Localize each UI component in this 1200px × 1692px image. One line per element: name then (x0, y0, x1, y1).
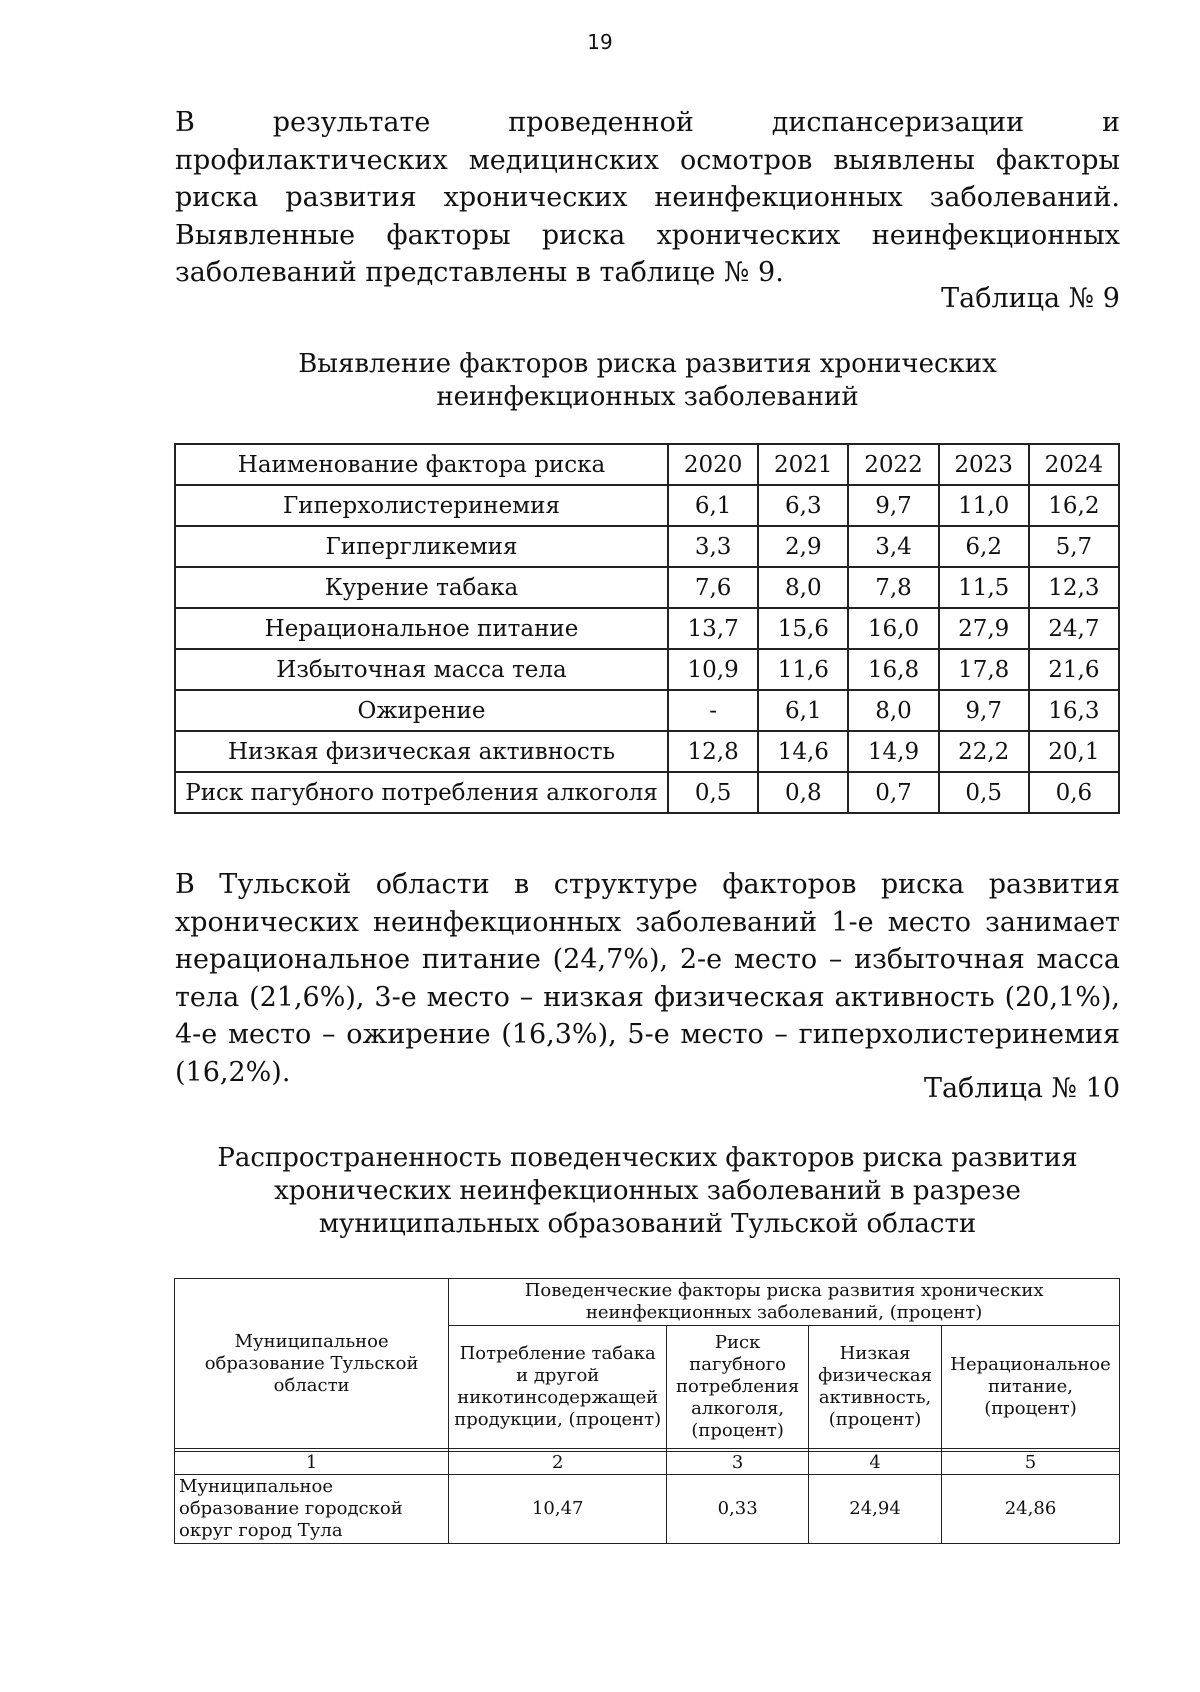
value-cell: 24,7 (1029, 608, 1119, 649)
factor-name: Низкая физическая активность (175, 731, 668, 772)
table-row (175, 649, 1119, 690)
risk-factors-table (174, 443, 1120, 814)
value-cell: 8,0 (758, 567, 848, 608)
value-cell: 9,7 (939, 690, 1029, 731)
table-row (175, 731, 1119, 772)
table10-title-line1: Распространенность поведенческих факторов риска развития (217, 1143, 1078, 1173)
value-cell: 2,9 (758, 526, 848, 567)
table9-title-line1: Выявление факторов риска развития хронических (298, 349, 997, 379)
table9-label: Таблица № 9 (941, 283, 1120, 314)
value-cell: 11,6 (758, 649, 848, 690)
column-numbers-row (175, 1452, 1120, 1475)
table-row (175, 1475, 1120, 1544)
value-cell: 0,5 (939, 772, 1029, 813)
table10-title-line3: муниципальных образований Тульской области (318, 1209, 977, 1239)
municipality-name: Муниципальное образование городской округ город Тула (175, 1475, 449, 1544)
value-cell: 11,0 (939, 485, 1029, 526)
factor-name: Курение табака (175, 567, 668, 608)
group-header-row (175, 1279, 1120, 1326)
value-cell: 7,6 (668, 567, 758, 608)
header-factor-name: Наименование фактора риска (175, 444, 668, 485)
value-cell: 24,94 (809, 1475, 942, 1544)
factor-name: Ожирение (175, 690, 668, 731)
value-cell: 22,2 (939, 731, 1029, 772)
value-cell: 12,3 (1029, 567, 1119, 608)
table10-title-line2: хронических неинфекционных заболеваний в разрезе (274, 1176, 1021, 1206)
factor-name: Гиперхолистеринемия (175, 485, 668, 526)
intro-paragraph: В результате проведенной диспансеризации и профилактических медицинских осмотров выявлены факторы риска развития хронических неинфекционных заболеваний. Выявленные факторы риска хронических неинфекционных заболеваний представлены в таблице № 9. (175, 107, 1120, 288)
table-row (175, 608, 1119, 649)
header-year: 2024 (1029, 444, 1119, 485)
table10-label: Таблица № 10 (923, 1073, 1120, 1104)
table9-title (175, 348, 1120, 414)
value-cell: 3,4 (848, 526, 938, 567)
header-tobacco: Потребление табака и другой никотинсодержащей продукции, (процент) (449, 1326, 667, 1449)
factor-name: Риск пагубного потребления алкоголя (175, 772, 668, 813)
value-cell: 14,9 (848, 731, 938, 772)
value-cell: 9,7 (848, 485, 938, 526)
value-cell: 0,5 (668, 772, 758, 813)
value-cell: 13,7 (668, 608, 758, 649)
value-cell: 12,8 (668, 731, 758, 772)
header-alcohol: Риск пагубного потребления алкоголя, (процент) (667, 1326, 809, 1449)
value-cell: 27,9 (939, 608, 1029, 649)
header-year: 2023 (939, 444, 1029, 485)
page-number: 19 (587, 30, 613, 54)
value-cell: 16,2 (1029, 485, 1119, 526)
value-cell: 17,8 (939, 649, 1029, 690)
value-cell: 10,47 (449, 1475, 667, 1544)
value-cell: 11,5 (939, 567, 1029, 608)
table-header-row (175, 444, 1119, 485)
value-cell: - (668, 690, 758, 731)
header-year: 2021 (758, 444, 848, 485)
value-cell: 24,86 (942, 1475, 1120, 1544)
header-behavioral-factors: Поведенческие факторы риска развития хронических неинфекционных заболеваний, (процент) (449, 1279, 1120, 1326)
table9-title-line2: неинфекционных заболеваний (436, 382, 859, 412)
value-cell: 3,3 (668, 526, 758, 567)
factor-name: Гипергликемия (175, 526, 668, 567)
table-row (175, 485, 1119, 526)
value-cell: 0,7 (848, 772, 938, 813)
value-cell: 20,1 (1029, 731, 1119, 772)
value-cell: 0,33 (667, 1475, 809, 1544)
value-cell: 5,7 (1029, 526, 1119, 567)
table-row (175, 526, 1119, 567)
value-cell: 14,6 (758, 731, 848, 772)
factor-name: Нерациональное питание (175, 608, 668, 649)
value-cell: 6,1 (758, 690, 848, 731)
table10-title (175, 1142, 1120, 1241)
value-cell: 7,8 (848, 567, 938, 608)
column-number: 5 (942, 1452, 1120, 1475)
value-cell: 16,0 (848, 608, 938, 649)
header-municipality: Муниципальное образование Тульской области (175, 1279, 449, 1449)
column-number: 2 (449, 1452, 667, 1475)
column-number: 1 (175, 1452, 449, 1475)
value-cell: 16,3 (1029, 690, 1119, 731)
header-physical-activity: Низкая физическая активность, (процент) (809, 1326, 942, 1449)
value-cell: 0,8 (758, 772, 848, 813)
value-cell: 10,9 (668, 649, 758, 690)
value-cell: 8,0 (848, 690, 938, 731)
value-cell: 0,6 (1029, 772, 1119, 813)
value-cell: 16,8 (848, 649, 938, 690)
header-year: 2020 (668, 444, 758, 485)
table-row (175, 772, 1119, 813)
municipal-risk-table (174, 1278, 1120, 1544)
column-number: 4 (809, 1452, 942, 1475)
value-cell: 15,6 (758, 608, 848, 649)
header-year: 2022 (848, 444, 938, 485)
value-cell: 6,3 (758, 485, 848, 526)
summary-paragraph: В Тульской области в структуре факторов риска развития хронических неинфекционных заболеваний 1-е место занимает нерациональное питание (24,7%), 2-е место – избыточная масса тела (21,6%), 3-е место – низкая физическая активность (20,1%), 4-е место – ожирение (16,3%), 5-е место – гиперхолистеринемия (16,2%). (175, 869, 1120, 1088)
header-nutrition: Нерациональное питание, (процент) (942, 1326, 1120, 1449)
value-cell: 6,1 (668, 485, 758, 526)
table-row (175, 690, 1119, 731)
value-cell: 21,6 (1029, 649, 1119, 690)
table-row (175, 567, 1119, 608)
value-cell: 6,2 (939, 526, 1029, 567)
factor-name: Избыточная масса тела (175, 649, 668, 690)
column-number: 3 (667, 1452, 809, 1475)
